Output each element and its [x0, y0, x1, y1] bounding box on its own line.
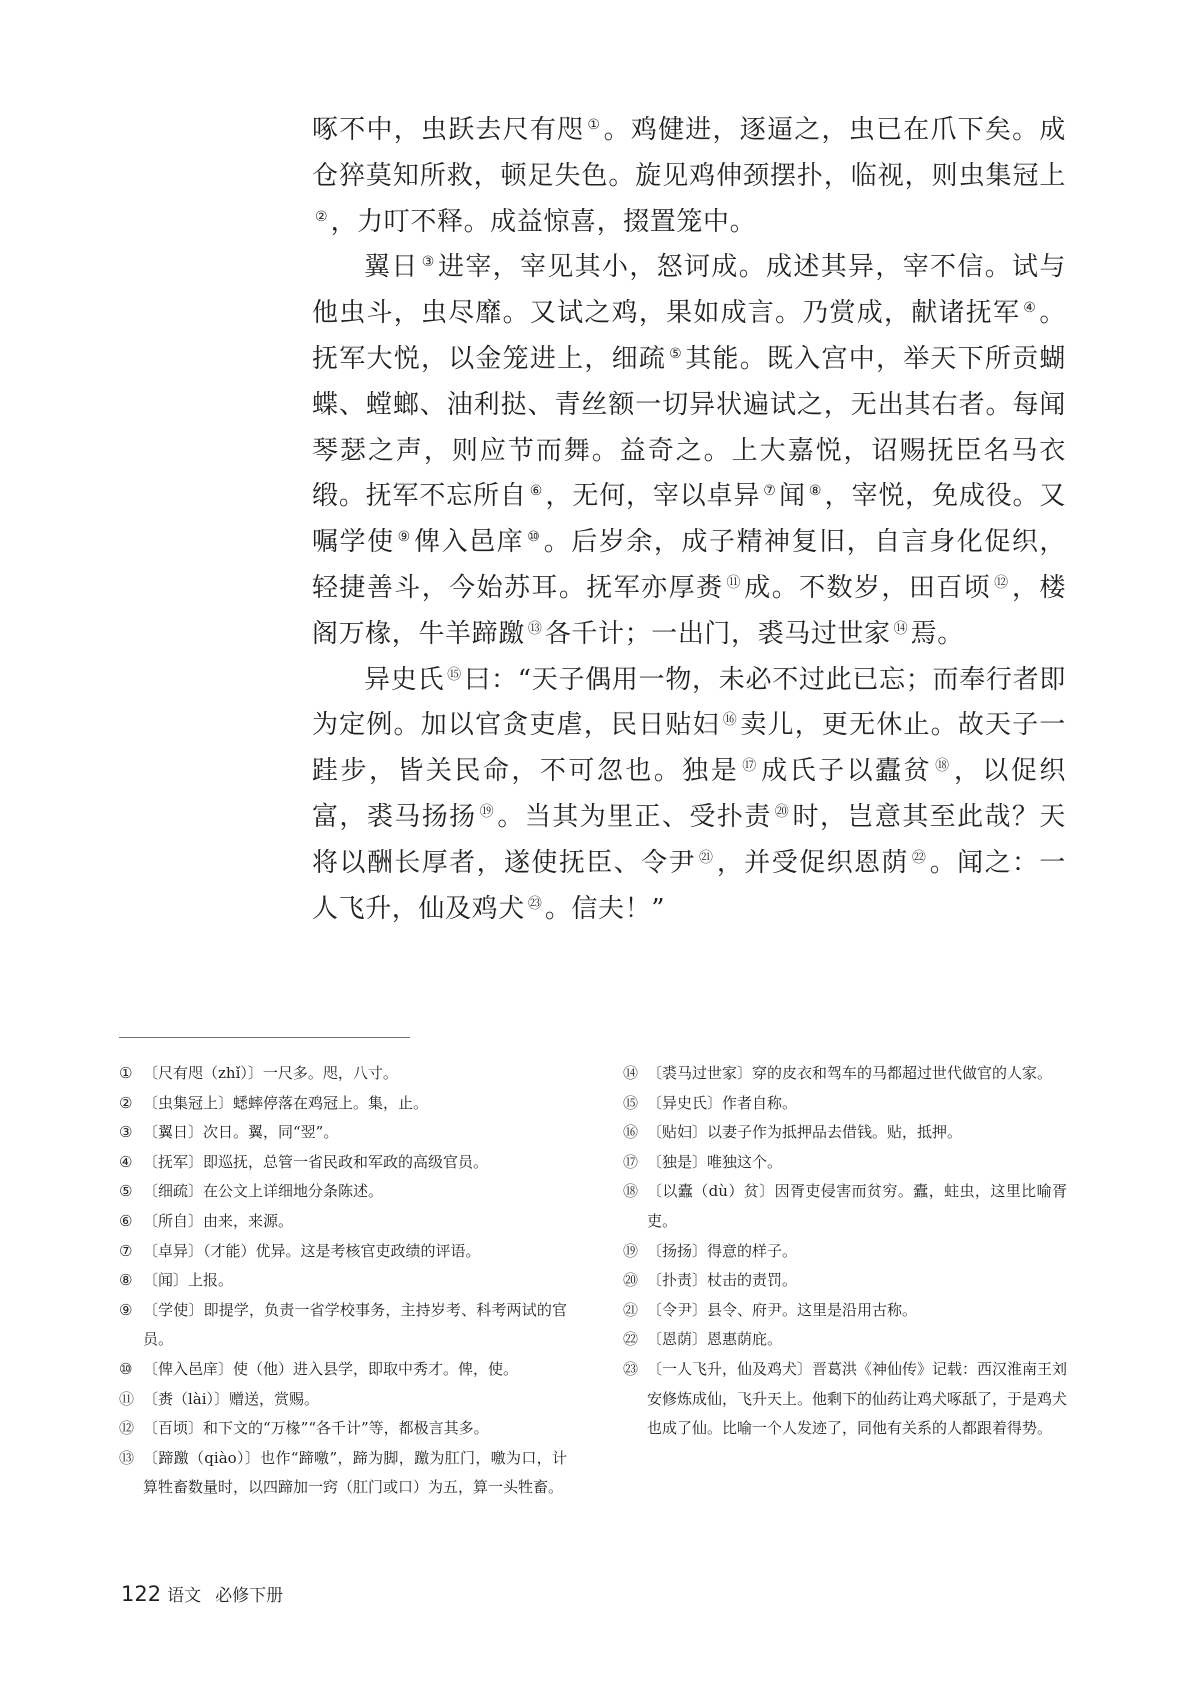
footnote-reference: ⑬	[527, 620, 542, 637]
footnote-text: 〔虫集冠上〕蟋蟀停落在鸡冠上。集，止。	[143, 1093, 429, 1112]
footnote-number: ④	[119, 1152, 133, 1171]
footnote-item	[623, 1059, 1067, 1089]
footnote-reference: ⑲	[479, 803, 495, 820]
footnote-number: ㉑	[623, 1300, 639, 1319]
footnote-item	[623, 1118, 1067, 1148]
text-segment: 时，岂意其至此哉？天将以酬长厚者，遂使抚臣、令尹	[312, 801, 1066, 878]
footnote-text: 〔异史氏〕作者自称。	[647, 1093, 798, 1112]
footnote-reference: ③	[421, 254, 435, 271]
footnote-text: 〔闻〕上报。	[143, 1271, 234, 1290]
footnote-reference: ⑯	[722, 712, 738, 729]
footnote-text: 〔扑责〕杖击的责罚。	[647, 1271, 798, 1290]
footnote-number: ⑳	[623, 1271, 639, 1290]
footnote-number: ⑫	[119, 1419, 135, 1438]
text-segment: 异史氏	[364, 664, 445, 695]
footnote-text: 〔令尹〕县令、府尹。这里是沿用古称。	[647, 1300, 918, 1319]
text-segment: 。闻之：一人飞升，仙及鸡犬	[312, 847, 1067, 924]
text-segment: 进宰，宰见其小，怒诃成。成述其异，宰不信。试与他虫斗，虫尽靡。又试之鸡，果如成言。乃赏成，献诸抚军	[312, 252, 1066, 329]
text-segment: 。信夫！”	[544, 893, 666, 924]
page-number: 122	[121, 1582, 162, 1606]
footnote-item	[623, 1355, 1067, 1444]
footnote-text: 〔尺有咫（zhǐ）〕一尺多。咫，八寸。	[143, 1064, 398, 1082]
footnote-item	[623, 1177, 1067, 1236]
footnote-text: 〔抚军〕即巡抚，总管一省民政和军政的高级官员。	[143, 1152, 489, 1171]
footnote-reference: ⑮	[447, 666, 462, 683]
footnote-item	[119, 1207, 567, 1237]
footnote-number: ③	[119, 1123, 133, 1142]
footnote-item	[623, 1237, 1067, 1267]
footnote-item	[119, 1118, 567, 1148]
text-segment: 。当其为里正、受扑责	[497, 801, 772, 832]
footnote-number: ⑱	[623, 1182, 639, 1201]
page-footer	[121, 1582, 283, 1608]
text-segment: 其能。既入宫中，举天下所贡蝴蝶、螳螂、油利挞、青丝额一切异状遍试之，无出其右者。每闻琴瑟之声，则应节而舞。益奇之。上大嘉悦，诏赐抚臣名马衣缎。抚军不忘所自	[312, 343, 1066, 512]
footnote-reference: ④	[1023, 300, 1037, 317]
footnote-reference: ⑩	[527, 529, 541, 546]
paragraph	[312, 245, 1066, 657]
footnote-item	[623, 1296, 1067, 1326]
text-segment: ，并受促织恩荫	[716, 847, 909, 878]
text-segment: 。鸡健进，逐逼之，虫已在爪下矣。成仓猝莫知所救，顿足失色。旋见鸡伸颈摆扑，临视，则虫集冠上	[312, 115, 1066, 191]
book-title: 语文	[167, 1586, 202, 1606]
footnote-item	[119, 1355, 567, 1385]
footnote-item	[119, 1148, 567, 1178]
text-segment: 俾入邑庠	[414, 527, 525, 558]
text-segment: 成。不数岁，田百顷	[744, 572, 992, 603]
footnote-item	[119, 1177, 567, 1207]
footnote-number: ⑦	[119, 1241, 133, 1260]
paragraph	[312, 108, 1066, 245]
footnote-text: 〔一人飞升，仙及鸡犬〕晋葛洪《神仙传》记载：西汉淮南王刘安修炼成仙，飞升天上。他剩下的仙药让鸡犬啄舐了，于是鸡犬也成了仙。比喻一个人发迹了，同他有关系的人都跟着得势。	[647, 1359, 1068, 1438]
text-segment: 闻	[779, 481, 806, 512]
footnote-text: 〔学使〕即提学，负责一省学校事务，主持岁考、科考两试的官员。	[143, 1300, 567, 1349]
footnote-number: ⑬	[119, 1448, 135, 1467]
footnote-item	[623, 1266, 1067, 1296]
footnote-number: ⑲	[623, 1241, 639, 1260]
footnote-reference: ⑫	[994, 574, 1009, 591]
footnote-item	[119, 1414, 567, 1444]
footnote-text: 〔裘马过世家〕穿的皮衣和驾车的马都超过世代做官的人家。	[647, 1064, 1053, 1082]
footnote-reference: ⑥	[529, 483, 543, 500]
text-segment: 翼日	[364, 252, 419, 283]
footnote-text: 〔卓异〕（才能）优异。这是考核官吏政绩的评语。	[143, 1241, 481, 1260]
footnote-text: 〔百顷〕和下文的“万椽”“各千计”等，都极言其多。	[143, 1419, 489, 1438]
book-volume: 必修下册	[215, 1586, 284, 1606]
footnote-number: ⑧	[119, 1271, 133, 1290]
footnote-item	[119, 1266, 567, 1296]
footnote-item	[119, 1296, 567, 1355]
text-segment: ，无何，宰以卓异	[545, 481, 761, 512]
footnote-text: 〔赉（lài）〕赠送，赏赐。	[143, 1389, 320, 1408]
text-segment: ，宰悦，免成役。又嘱学使	[312, 481, 1066, 558]
footnote-reference: ⑰	[742, 758, 759, 775]
footnote-reference: ⑱	[935, 758, 951, 775]
footnote-number: ⑤	[119, 1182, 133, 1201]
footnote-text: 〔恩荫〕恩惠荫庇。	[647, 1330, 783, 1349]
footnote-item	[119, 1237, 567, 1267]
footnote-number: ①	[119, 1064, 133, 1082]
footnote-reference: ②	[315, 208, 328, 225]
footnotes-left-column	[119, 1059, 567, 1503]
footnote-number: ⑥	[119, 1211, 133, 1230]
footnotes-right-column	[623, 1059, 1067, 1444]
footnote-number: ⑨	[119, 1300, 133, 1319]
footnote-number: ②	[119, 1093, 133, 1112]
paragraph	[312, 658, 1066, 933]
text-segment: 曰：“天子偶用一物，未必不过此已忘；而奉行者即为定例。加以官贪吏虐，民日贴妇	[312, 664, 1067, 741]
footnote-reference: ㉒	[911, 849, 927, 866]
footnote-number: ⑩	[119, 1359, 133, 1378]
footnote-item	[119, 1444, 567, 1503]
footnote-text: 〔扬扬〕得意的样子。	[647, 1241, 798, 1260]
text-segment: 。后岁余，成子精神复旧，自言身化促织，轻捷善斗，今始苏耳。抚军亦厚赉	[312, 527, 1066, 603]
footnote-reference: ⑭	[893, 620, 908, 637]
footnote-item	[623, 1089, 1067, 1119]
footnote-item	[119, 1059, 567, 1089]
footnote-reference: ⑤	[669, 345, 683, 362]
footnote-reference: ⑨	[397, 529, 412, 546]
text-segment: 啄不中，虫跃去尺有咫	[312, 115, 585, 145]
footnote-item	[623, 1148, 1067, 1178]
footnote-text: 〔以蠹（dù）贫〕因胥吏侵害而贫穷。蠹，蛀虫，这里比喻胥吏。	[647, 1182, 1067, 1230]
text-segment: 。抚军大悦，以金笼进上，细疏	[312, 298, 1066, 374]
footnote-number: ㉓	[623, 1359, 639, 1378]
footnote-text: 〔翼日〕次日。翼，同“翌”。	[143, 1123, 339, 1142]
footnote-reference: ⑳	[774, 803, 790, 820]
footnote-reference: ㉑	[699, 849, 714, 866]
text-segment: 焉。	[910, 618, 964, 649]
text-segment: 各千计；一出门，裘马过世家	[544, 618, 891, 649]
footnote-text: 〔贴妇〕以妻子作为抵押品去借钱。贴，抵押。	[647, 1123, 963, 1142]
main-passage	[312, 108, 1066, 932]
text-segment: ，楼阁万椽，牛羊蹄躈	[312, 572, 1067, 649]
footnote-reference: ⑦	[763, 483, 777, 500]
footnote-text: 〔蹄躈（qiào）〕也作“蹄噭”，蹄为脚，躈为肛门，噭为口，计算牲畜数量时，以四蹄加一窍（肛门或口）为五，算一头牲畜。	[143, 1448, 567, 1497]
footnote-text: 〔独是〕唯独这个。	[647, 1152, 783, 1171]
footnote-item	[623, 1325, 1067, 1355]
text-segment: ，以促织富，裘马扬扬	[312, 756, 1067, 832]
text-segment: 卖儿，更无休止。故天子一跬步，皆关民命，不可忽也。独是	[312, 710, 1067, 787]
footnote-number: ⑯	[623, 1123, 639, 1142]
footnote-number: ⑪	[119, 1389, 135, 1408]
footnote-reference: ①	[587, 117, 601, 133]
footnote-number: ㉒	[623, 1330, 639, 1349]
footnote-reference: ㉓	[527, 895, 542, 912]
footnote-item	[119, 1089, 567, 1119]
footnote-item	[119, 1385, 567, 1415]
footnote-text: 〔俾入邑庠〕使（他）进入县学，即取中秀才。俾，使。	[143, 1359, 519, 1378]
footnote-number: ⑰	[623, 1152, 639, 1171]
footnote-text: 〔细疏〕在公文上详细地分条陈述。	[143, 1182, 384, 1201]
footnote-number: ⑮	[623, 1093, 639, 1112]
footnote-text: 〔所自〕由来，来源。	[143, 1211, 294, 1230]
text-segment: 成氏子以蠹贫	[761, 756, 933, 787]
footnote-number: ⑭	[623, 1064, 639, 1082]
text-segment: ，力叮不释。成益惊喜，掇置笼中。	[330, 206, 757, 237]
footnote-reference: ⑧	[808, 483, 822, 500]
footnote-divider	[119, 1037, 410, 1038]
footnote-reference: ⑪	[726, 574, 742, 591]
